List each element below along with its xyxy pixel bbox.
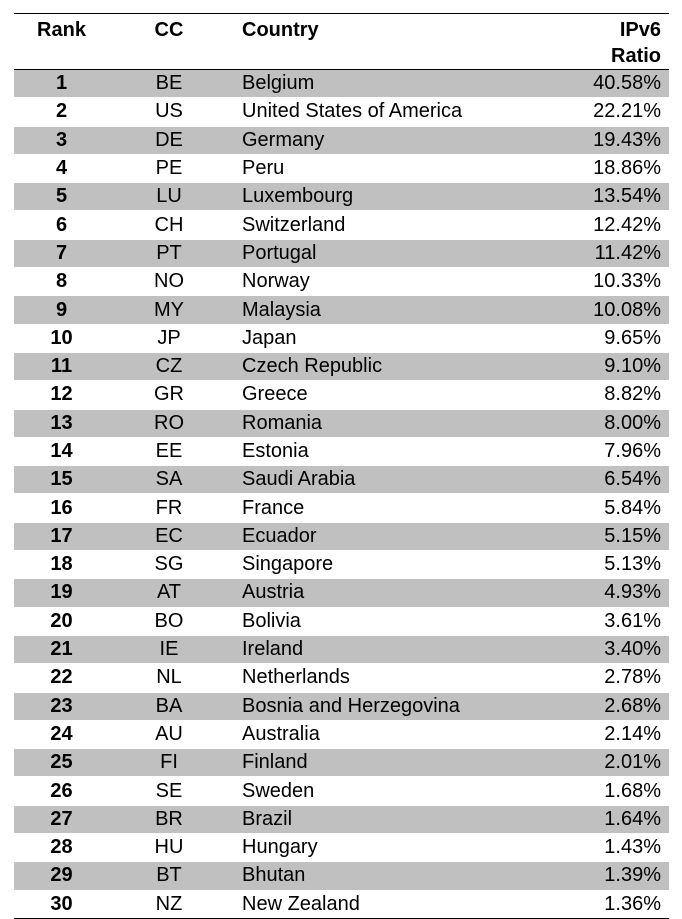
country-name-cell: Greece [229,381,532,409]
country-name-cell: Bhutan [229,862,532,890]
table-row [14,862,669,890]
ipv6-ranking-table-container [14,13,669,919]
rank-cell: 25 [14,749,109,777]
country-code-cell: PE [109,154,229,182]
ipv6-ratio-cell: 3.61% [532,607,669,635]
table-row [14,154,669,182]
country-name-cell: Germany [229,126,532,154]
country-name-cell: United States of America [229,98,532,126]
rank-cell: 18 [14,551,109,579]
rank-cell: 30 [14,890,109,918]
ipv6-ratio-cell: 18.86% [532,154,669,182]
table-row [14,890,669,918]
header-country-code: CC [109,14,229,70]
country-name-cell: Netherlands [229,664,532,692]
rank-cell: 28 [14,834,109,862]
country-name-cell: Malaysia [229,296,532,324]
country-name-cell: Romania [229,409,532,437]
country-name-cell: Hungary [229,834,532,862]
table-row [14,126,669,154]
country-name-cell: Brazil [229,805,532,833]
ipv6-ratio-cell: 9.65% [532,324,669,352]
country-name-cell: Sweden [229,777,532,805]
rank-cell: 1 [14,70,109,98]
ipv6-ratio-cell: 2.14% [532,720,669,748]
rank-cell: 26 [14,777,109,805]
table-row [14,692,669,720]
ipv6-ratio-cell: 6.54% [532,466,669,494]
rank-cell: 24 [14,720,109,748]
country-name-cell: Czech Republic [229,352,532,380]
country-code-cell: HU [109,834,229,862]
country-code-cell: RO [109,409,229,437]
table-row [14,494,669,522]
ipv6-ratio-cell: 10.08% [532,296,669,324]
header-ipv6-ratio-line2: Ratio [611,45,661,67]
ipv6-ratio-cell: 12.42% [532,211,669,239]
rank-cell: 5 [14,183,109,211]
rank-cell: 15 [14,466,109,494]
ipv6-ratio-cell: 13.54% [532,183,669,211]
header-ipv6-ratio-line1: IPv6 [619,19,661,41]
ipv6-ratio-cell: 4.93% [532,579,669,607]
table-row [14,466,669,494]
table-row [14,296,669,324]
ipv6-ratio-cell: 5.15% [532,522,669,550]
rank-cell: 27 [14,805,109,833]
country-name-cell: France [229,494,532,522]
rank-cell: 20 [14,607,109,635]
table-row [14,437,669,465]
rank-cell: 2 [14,98,109,126]
table-row [14,409,669,437]
ipv6-ratio-cell: 8.00% [532,409,669,437]
header-rank: Rank [14,14,109,70]
rank-cell: 6 [14,211,109,239]
rank-cell: 22 [14,664,109,692]
table-row [14,268,669,296]
ipv6-ratio-cell: 3.40% [532,635,669,663]
rank-cell: 7 [14,239,109,267]
rank-cell: 29 [14,862,109,890]
ipv6-ratio-cell: 2.68% [532,692,669,720]
country-code-cell: NL [109,664,229,692]
rank-cell: 13 [14,409,109,437]
table-row [14,352,669,380]
table-row [14,579,669,607]
table-row [14,98,669,126]
rank-cell: 21 [14,635,109,663]
country-name-cell: Belgium [229,70,532,98]
country-name-cell: Ireland [229,635,532,663]
ipv6-ratio-cell: 7.96% [532,437,669,465]
ipv6-ranking-table [14,13,669,919]
country-name-cell: Singapore [229,551,532,579]
table-row [14,381,669,409]
country-code-cell: BE [109,70,229,98]
country-name-cell: Bosnia and Herzegovina [229,692,532,720]
ipv6-ratio-cell: 5.84% [532,494,669,522]
country-code-cell: MY [109,296,229,324]
country-code-cell: AT [109,579,229,607]
country-name-cell: Austria [229,579,532,607]
country-name-cell: Luxembourg [229,183,532,211]
table-row [14,635,669,663]
country-name-cell: Saudi Arabia [229,466,532,494]
rank-cell: 8 [14,268,109,296]
rank-cell: 17 [14,522,109,550]
country-name-cell: Peru [229,154,532,182]
ipv6-ratio-cell: 11.42% [532,239,669,267]
rank-cell: 12 [14,381,109,409]
country-code-cell: FR [109,494,229,522]
table-header [14,14,669,70]
country-code-cell: FI [109,749,229,777]
table-row [14,183,669,211]
ipv6-ratio-cell: 22.21% [532,98,669,126]
table-row [14,551,669,579]
country-code-cell: NO [109,268,229,296]
ipv6-ratio-cell: 2.01% [532,749,669,777]
country-code-cell: DE [109,126,229,154]
table-row [14,777,669,805]
country-name-cell: Bolivia [229,607,532,635]
table-body [14,70,669,919]
ipv6-ratio-cell: 5.13% [532,551,669,579]
rank-cell: 3 [14,126,109,154]
ipv6-ratio-cell: 1.39% [532,862,669,890]
table-row [14,834,669,862]
rank-cell: 4 [14,154,109,182]
country-name-cell: Finland [229,749,532,777]
country-code-cell: BO [109,607,229,635]
rank-cell: 9 [14,296,109,324]
ipv6-ratio-cell: 9.10% [532,352,669,380]
header-ipv6-ratio [532,14,669,70]
rank-cell: 11 [14,352,109,380]
country-code-cell: US [109,98,229,126]
country-code-cell: GR [109,381,229,409]
country-code-cell: CH [109,211,229,239]
table-row [14,239,669,267]
country-name-cell: Switzerland [229,211,532,239]
rank-cell: 23 [14,692,109,720]
ipv6-ratio-cell: 1.64% [532,805,669,833]
table-row [14,664,669,692]
country-code-cell: SA [109,466,229,494]
country-code-cell: PT [109,239,229,267]
header-country: Country [229,14,532,70]
country-code-cell: EC [109,522,229,550]
ipv6-ratio-cell: 1.68% [532,777,669,805]
ipv6-ratio-cell: 1.43% [532,834,669,862]
country-code-cell: JP [109,324,229,352]
rank-cell: 16 [14,494,109,522]
country-code-cell: SE [109,777,229,805]
table-row [14,211,669,239]
country-code-cell: BT [109,862,229,890]
country-name-cell: Australia [229,720,532,748]
country-code-cell: BA [109,692,229,720]
country-code-cell: BR [109,805,229,833]
table-row [14,749,669,777]
country-code-cell: NZ [109,890,229,918]
table-row [14,720,669,748]
country-name-cell: Japan [229,324,532,352]
table-row [14,324,669,352]
header-row [14,14,669,70]
ipv6-ratio-cell: 2.78% [532,664,669,692]
rank-cell: 14 [14,437,109,465]
country-code-cell: SG [109,551,229,579]
ipv6-ratio-cell: 19.43% [532,126,669,154]
ipv6-ratio-cell: 8.82% [532,381,669,409]
table-row [14,805,669,833]
rank-cell: 10 [14,324,109,352]
country-code-cell: LU [109,183,229,211]
table-row [14,522,669,550]
country-name-cell: Estonia [229,437,532,465]
table-row [14,70,669,98]
table-row [14,607,669,635]
country-code-cell: IE [109,635,229,663]
country-name-cell: Norway [229,268,532,296]
ipv6-ratio-cell: 40.58% [532,70,669,98]
country-code-cell: AU [109,720,229,748]
country-code-cell: CZ [109,352,229,380]
ipv6-ratio-cell: 10.33% [532,268,669,296]
country-name-cell: New Zealand [229,890,532,918]
country-name-cell: Portugal [229,239,532,267]
country-code-cell: EE [109,437,229,465]
ipv6-ratio-cell: 1.36% [532,890,669,918]
country-name-cell: Ecuador [229,522,532,550]
rank-cell: 19 [14,579,109,607]
